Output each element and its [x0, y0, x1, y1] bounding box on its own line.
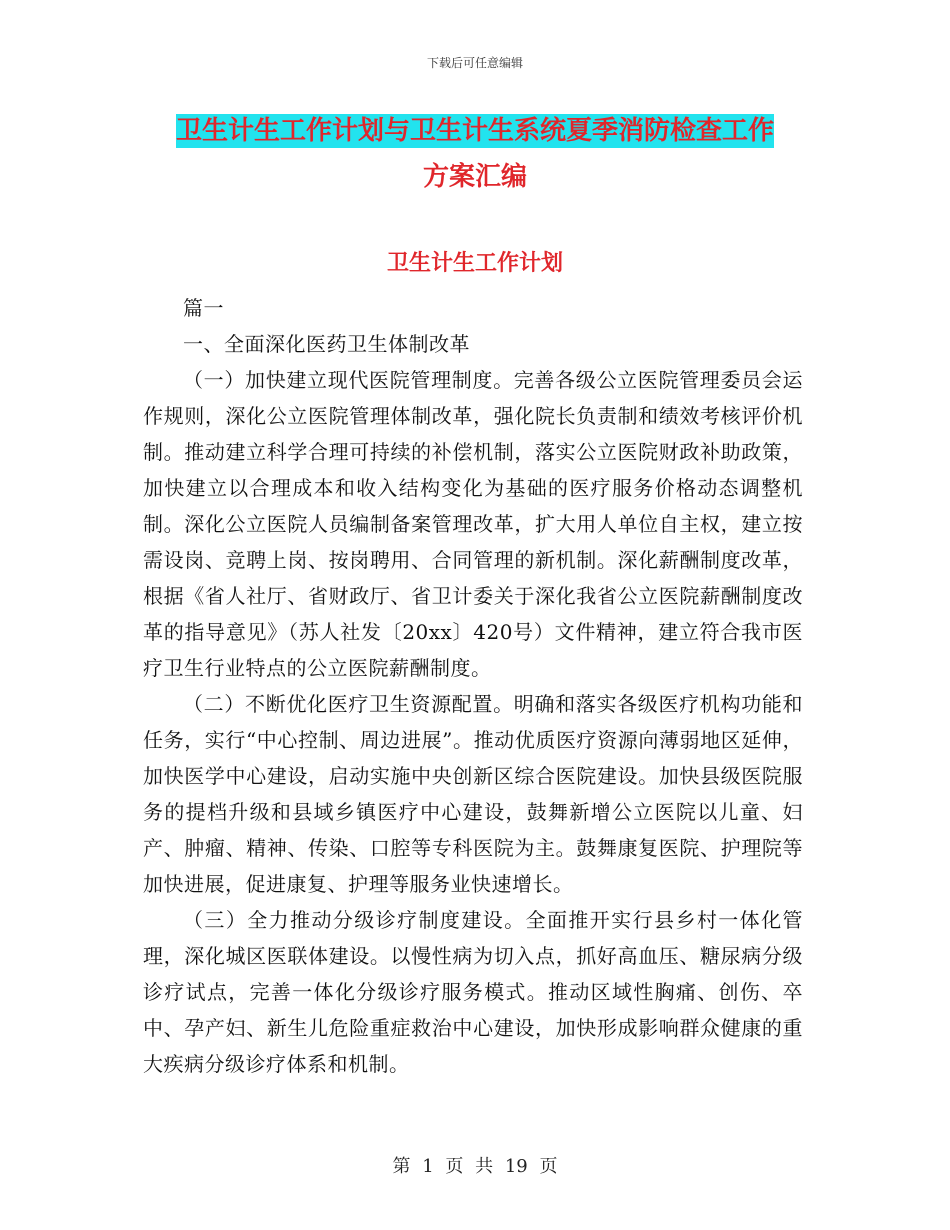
header-note: 下载后可任意编辑 [426, 56, 523, 70]
document-body [143, 290, 803, 1082]
heading-one: 一、全面深化医药卫生体制改革 [183, 332, 470, 356]
document-title-line-2: 方案汇编 [422, 162, 527, 192]
section-title: 卫生计生工作计划 [386, 251, 563, 276]
paragraph-1: （一）加快建立现代医院管理制度。完善各级公立医院管理委员会运作规则，深化公立医院管理体制改革，强化院长负责制和绩效考核评价机制。推动建立科学合理可持续的补偿机制，落实公立医院财政补助政策，加快建立以合理成本和收入结构变化为基础的医疗服务价格动态调整机制。深化公立医院人员编制备案管理改革，扩大用人单位自主权，建立按需设岗、竞聘上岗、按岗聘用、合同管理的新机制。深化薪酬制度改革，根据《省人社厅、省财政厅、省卫计委关于深化我省公立医院薪酬制度改革的指导意见》（苏人社发〔20xx〕420号）文件精神，建立符合我市医疗卫生行业特点的公立医院薪酬制度。 [143, 368, 803, 680]
part-label: 篇一 [183, 296, 224, 320]
document-title-line-1: 卫生计生工作计划与卫生计生系统夏季消防检查工作 [175, 116, 774, 146]
document-title [0, 108, 950, 200]
paragraph-3: （三）全力推动分级诊疗制度建设。全面推开实行县乡村一体化管理，深化城区医联体建设。以慢性病为切入点，抓好高血压、糖尿病分级诊疗试点，完善一体化分级诊疗服务模式。推动区域性胸痛、创伤、卒中、孕产妇、新生儿危险重症救治中心建设，加快形成影响群众健康的重大疾病分级诊疗体系和机制。 [143, 908, 803, 1076]
paragraph-2: （二）不断优化医疗卫生资源配置。明确和落实各级医疗机构功能和任务，实行“中心控制、周边进展”。推动优质医疗资源向薄弱地区延伸，加快医学中心建设，启动实施中央创新区综合医院建设。加快县级医院服务的提档升级和县域乡镇医疗中心建设，鼓舞新增公立医院以儿童、妇产、肿瘤、精神、传染、口腔等专科医院为主。鼓舞康复医院、护理院等加快进展，促进康复、护理等服务业快速增长。 [143, 692, 803, 896]
page-footer: 第 1 页 共 19 页 [392, 1156, 558, 1177]
